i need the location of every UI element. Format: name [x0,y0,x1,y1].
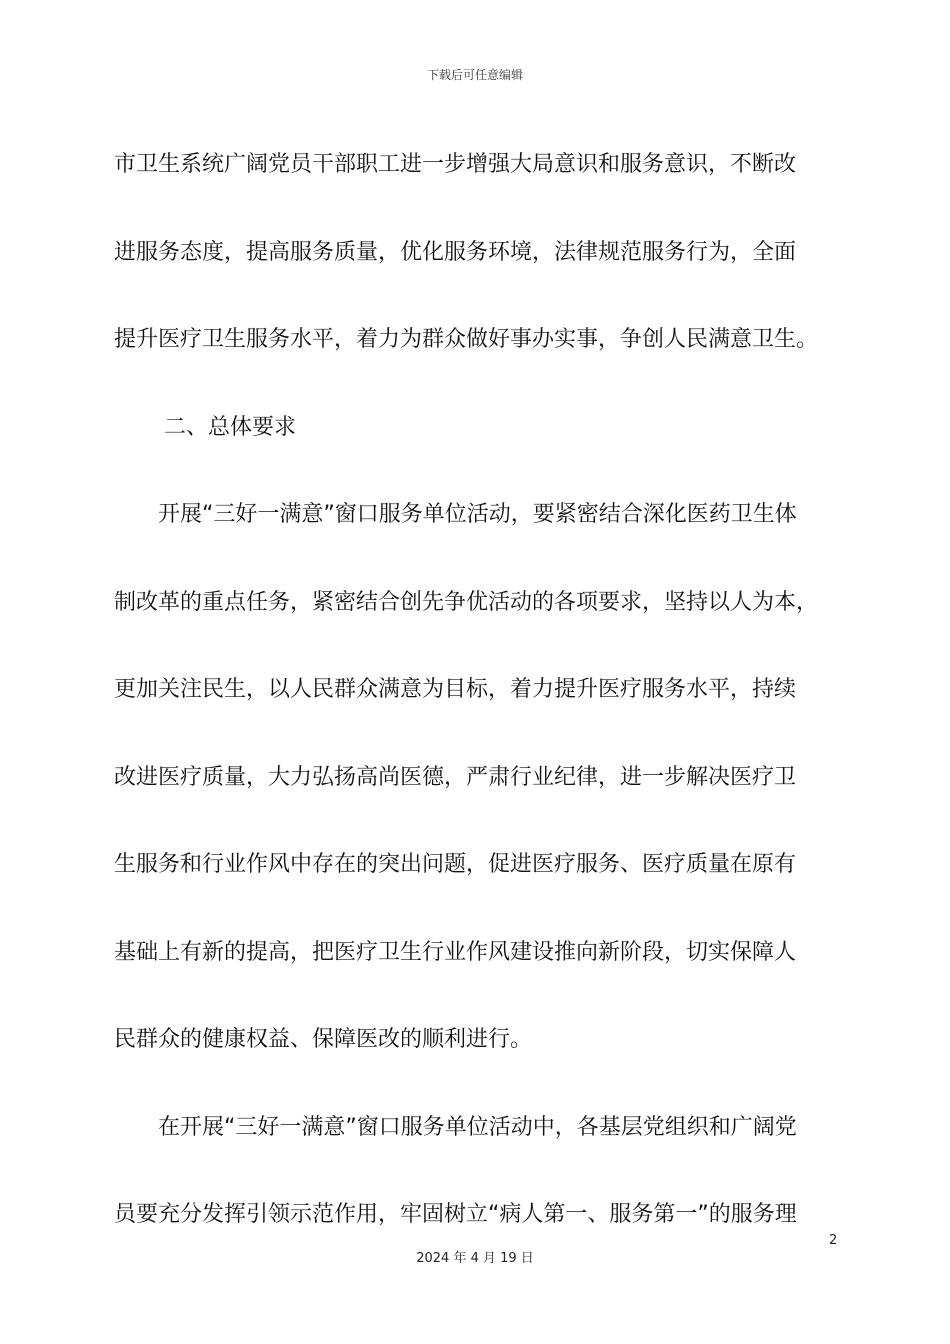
body-line: 市卫生系统广阔党员干部职工进一步增强大局意识和服务意识，不断改 [114,152,797,177]
document-body [114,138,840,1276]
body-line: 更加关注民生，以人民群众满意为目标，着力提升医疗服务水平，持续 [114,677,797,702]
section-heading: 二、总体要求 [164,414,297,440]
body-line: 开展“三好一满意”窗口服务单位活动，要紧密结合深化医药卫生体 [158,502,797,527]
page-number: 2 [829,1233,838,1248]
body-line: 制改革的重点任务，紧密结合创先争优活动的各项要求，坚持以人为本， [114,589,819,615]
body-line: 民群众的健康权益、保障医改的顺利进行。 [114,1027,533,1052]
body-line: 员要充分发挥引领示范作用，牢固树立“病人第一、服务第一”的服务理 [114,1202,797,1227]
body-line: 在开展“三好一满意”窗口服务单位活动中，各基层党组织和广阔党 [158,1114,797,1140]
page-header: 下载后可任意编辑 [426,68,523,82]
footer-date: 2024 年 4 月 19 日 [416,1251,534,1266]
body-line: 提升医疗卫生服务水平，着力为群众做好事办实事，争创人民满意卫生。 [114,327,819,352]
body-line: 进服务态度，提高服务质量，优化服务环境，法律规范服务行为，全面 [114,239,797,265]
body-line: 生服务和行业作风中存在的突出问题，促进医疗服务、医疗质量在原有 [114,852,797,877]
body-line: 基础上有新的提高，把医疗卫生行业作风建设推向新阶段，切实保障人 [114,939,797,965]
body-line: 改进医疗质量，大力弘扬高尚医德，严肃行业纪律，进一步解决医疗卫 [114,764,797,790]
